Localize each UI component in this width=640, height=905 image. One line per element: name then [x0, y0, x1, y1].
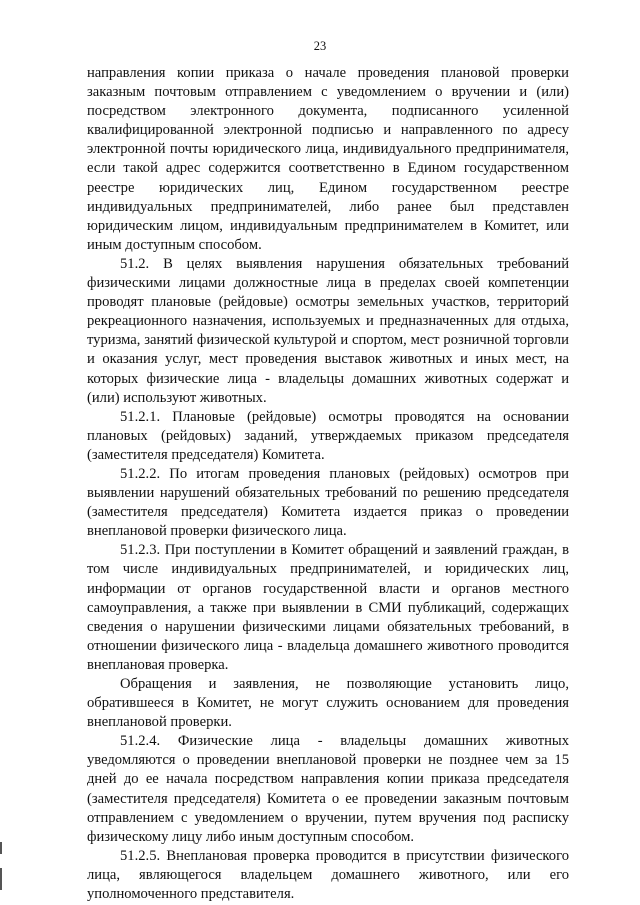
paragraph-51-2: 51.2. В целях выявления нарушения обязательных требований физическими лицами должностные лица в пределах своей компетенции проводят плановые (рейдовые) осмотры земельных участков, территорий рекреационного назначения, используемых и предназначенных для отдыха, туризма, занятий физической культурой и спортом, мест розничной торговли и оказания услуг, мест проведения выставок животных и иных мест, на которых физические лица - владельцы домашних животных содержат и (или) используют животных.	[87, 255, 569, 406]
paragraph-51-2-4: 51.2.4. Физические лица - владельцы домашних животных уведомляются о проведении внеплановой проверки не позднее чем за 15 дней до ее начала посредством направления копии приказа председателя (заместителя председателя) Комитета о ее проведении заказным почтовым отправлением с уведомлением о вручении, путем вручения под расписку физическому лицу либо иным доступным способом.	[87, 733, 569, 845]
scan-margin-mark	[0, 842, 2, 854]
paragraph-continuation: направления копии приказа о начале проведения плановой проверки заказным почтовым отправлением с уведомлением о вручении и (или) посредством электронного документа, подписанного усиленной квалифицированной электронной подписью и направленного по адресу электронной почты юридического лица, индивидуального предпринимателя, если такой адрес содержится соответственно в Едином государственном реестре юридических лиц, Едином государственном реестре индивидуальных предпринимателей, либо ранее был представлен юридическим лицом, индивидуальным предпринимателем в Комитет, или иным доступным способом.	[87, 65, 569, 253]
paragraph-51-2-3: 51.2.3. При поступлении в Комитет обращений и заявлений граждан, в том числе индивидуальных предпринимателей, и юридических лиц, информации от органов государственной власти и органов местного самоуправления, а также при выявлении в СМИ публикаций, содержащих сведения о нарушении физическими лицами обязательных требований, в отношении физического лица - владельца домашнего животного проводится внеплановая проверка.	[87, 542, 569, 673]
paragraph-51-2-5: 51.2.5. Внеплановая проверка проводится в присутствии физического лица, являющегося владельцем домашнего животного, или его уполномоченного представителя.	[87, 847, 569, 903]
paragraph-appeals: Обращения и заявления, не позволяющие установить лицо, обратившееся в Комитет, не могут служить основанием для проведения внеплановой проверки.	[87, 676, 569, 731]
paragraph-51-2-2: 51.2.2. По итогам проведения плановых (рейдовых) осмотров при выявлении нарушений обязательных требований по решению председателя (заместителя председателя) Комитета издается приказ о проведении внеплановой проверки физического лица.	[87, 465, 569, 540]
scan-margin-mark	[0, 868, 2, 890]
page-number: 23	[313, 39, 327, 53]
paragraph-51-2-1: 51.2.1. Плановые (рейдовые) осмотры проводятся на основании плановых (рейдовых) заданий, утверждаемых приказом председателя (заместителя председателя) Комитета.	[87, 408, 569, 463]
document-body	[87, 64, 569, 904]
